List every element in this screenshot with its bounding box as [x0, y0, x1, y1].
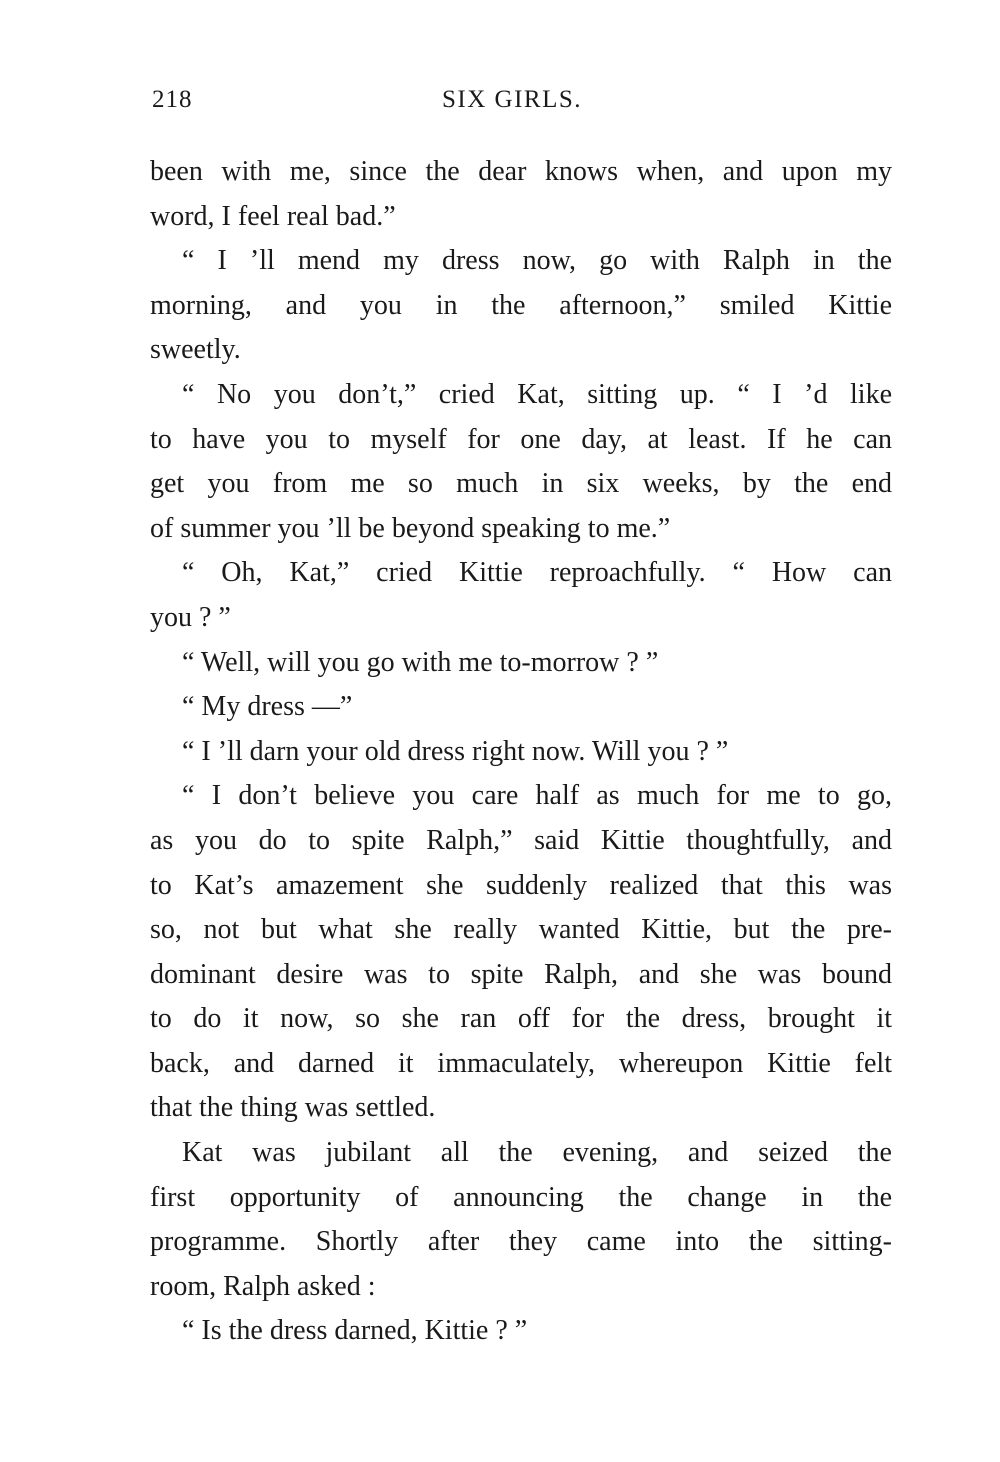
text-line: “ No you don’t,” cried Kat, sitting up. “ I ’d like [182, 378, 892, 410]
running-title: SIX GIRLS. [442, 86, 583, 113]
text-line: room, Ralph asked : [150, 1270, 376, 1302]
text-line: dominant desire was to spite Ralph, and she was bound [150, 958, 892, 990]
text-line: sweetly. [150, 334, 241, 366]
text-line: morning, and you in the afternoon,” smiled Kittie [150, 289, 892, 321]
text-line: “ I ’ll darn your old dress right now. Will you ? ” [182, 735, 729, 767]
text-line: to have you to myself for one day, at least. If he can [150, 423, 892, 455]
text-line: “ My dress —” [182, 691, 353, 723]
page-number: 218 [152, 86, 193, 113]
text-line: “ I don’t believe you care half as much for me to go, [182, 780, 892, 812]
text-line: you ? ” [150, 601, 231, 633]
text-line: “ I ’ll mend my dress now, go with Ralph in the [182, 245, 892, 277]
text-line: Kat was jubilant all the evening, and seized the [182, 1137, 892, 1169]
text-line: word, I feel real bad.” [150, 200, 396, 232]
text-line: to do it now, so she ran off for the dress, brought it [150, 1003, 892, 1035]
text-line: been with me, since the dear knows when, and upon my [150, 156, 892, 187]
text-line: that the thing was settled. [150, 1092, 436, 1124]
text-line: of summer you ’ll be beyond speaking to me.” [150, 512, 671, 544]
page-header [152, 86, 898, 122]
text-line: as you do to spite Ralph,” said Kittie thoughtfully, and [150, 824, 892, 856]
text-line: get you from me so much in six weeks, by the end [150, 468, 892, 500]
text-line: so, not but what she really wanted Kittie, but the pre- [150, 914, 892, 946]
body-text [150, 150, 892, 1354]
text-line: back, and darned it immaculately, whereupon Kittie felt [150, 1047, 892, 1079]
text-line: “ Oh, Kat,” cried Kittie reproachfully. “ How can [182, 557, 892, 589]
text-line: to Kat’s amazement she suddenly realized that this was [150, 869, 892, 901]
text-line: programme. Shortly after they came into the sitting- [150, 1226, 892, 1258]
text-line: “ Is the dress darned, Kittie ? ” [182, 1315, 528, 1347]
text-line: “ Well, will you go with me to-morrow ? ” [182, 646, 659, 678]
text-line: first opportunity of announcing the change in the [150, 1181, 892, 1213]
